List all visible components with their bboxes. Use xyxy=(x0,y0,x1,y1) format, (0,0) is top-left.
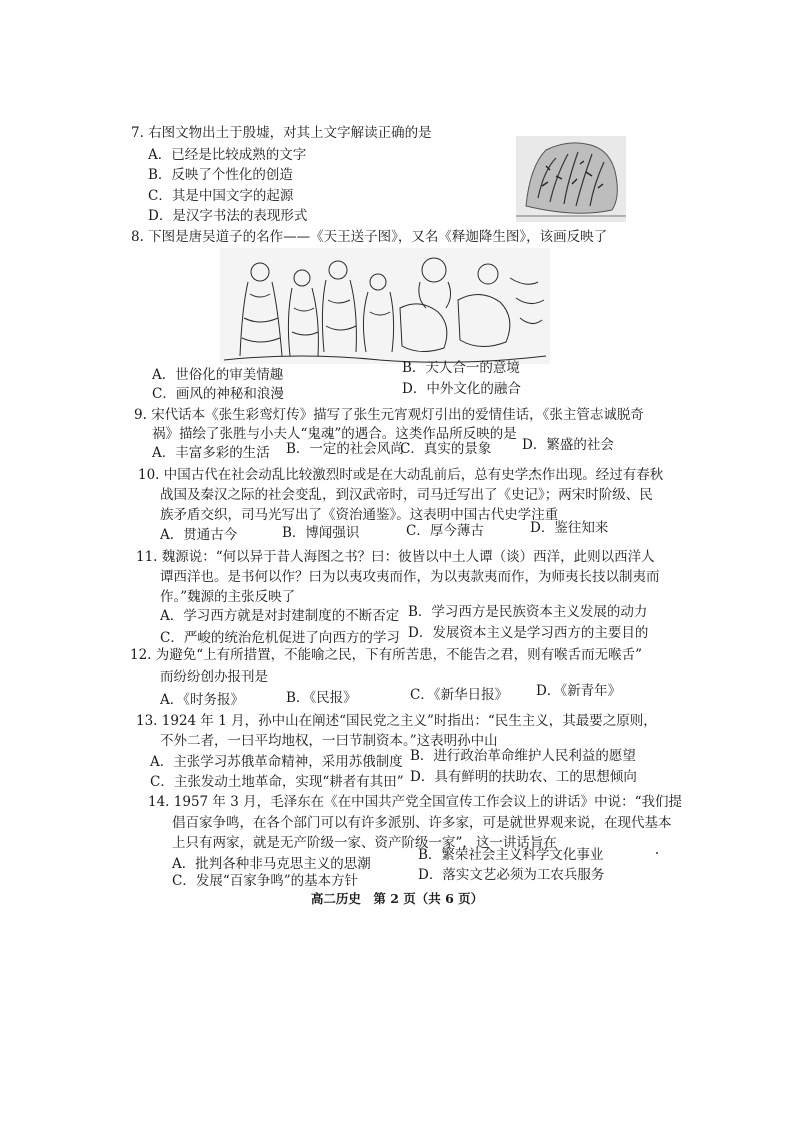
q8-option-b: B．天人合一的意境 xyxy=(402,360,520,376)
q14-option-b: B．繁荣社会主义科学文化事业 xyxy=(418,847,604,863)
question-12-stem-2: 而纷纷创办报刊是 xyxy=(160,669,268,685)
question-12-stem xyxy=(130,646,642,664)
q7-option-c: C．其是中国文字的起源 xyxy=(148,188,294,204)
question-text: 下图是唐吴道子的名作——《天王送子图》，又名《释迦降生图》，该画反映了 xyxy=(148,229,608,245)
question-text: 1957 年 3 月，毛泽东在《在中国共产党全国宣传工作会议上的讲话》中说：“我们提 xyxy=(173,794,683,810)
q11-option-d: D．发展资本主义是学习西方的主要目的 xyxy=(408,625,649,641)
q8-option-d: D．中外文化的融合 xyxy=(402,381,521,397)
question-text: 宋代话本《张生彩鸾灯传》描写了张生元宵观灯引出的爱情佳话，《张主管志诚脱奇 xyxy=(151,407,644,423)
q11-option-c: C．严峻的统治危机促进了向西方的学习 xyxy=(160,630,400,646)
q7-option-b: B．反映了个性化的创造 xyxy=(148,167,293,183)
question-text: 1924 年 1 月，孙中山在阐述“国民党之主义”时指出：“民生主义，其最要之原则， xyxy=(161,713,657,729)
q8-option-c: C．画风的神秘和浪漫 xyxy=(152,386,284,402)
q12-option-b: B．《民报》 xyxy=(286,690,357,706)
q10-option-a: A．贯通古今 xyxy=(160,527,238,543)
q9-option-c: C．真实的景象 xyxy=(400,441,492,457)
question-14-stem-3: 上只有两家，就是无产阶级一家、资产阶级一家”，这一讲话旨在 xyxy=(172,835,557,851)
oracle-bone-image xyxy=(516,136,626,222)
q9-option-a: A．丰富多彩的生活 xyxy=(152,445,270,461)
q8-option-a: A．世俗化的审美情趣 xyxy=(152,367,284,383)
question-number: 9. xyxy=(134,407,147,423)
q9-option-d: D．繁盛的社会 xyxy=(522,437,614,453)
question-9-stem-2: 祸》描绘了张胜与小夫人“鬼魂”的遇合。这类作品所反映的是 xyxy=(152,426,517,442)
q10-option-b: B．博闻强识 xyxy=(282,525,360,541)
q13-option-a: A．主张学习苏俄革命精神，采用苏俄制度 xyxy=(150,754,403,770)
question-text: 为避免“上有所措置，不能喻之民，下有所苦患，不能告之君，则有喉舌而无喉舌” xyxy=(155,647,643,663)
q14-option-c: C．发展“百家争鸣”的基本方针 xyxy=(172,873,359,889)
q13-option-d: D．具有鲜明的扶助农、工的思想倾向 xyxy=(410,769,637,785)
q10-option-d: D．鉴往知来 xyxy=(530,520,609,536)
q7-option-d: D．是汉字书法的表现形式 xyxy=(148,208,308,224)
question-number: 7. xyxy=(131,125,144,141)
question-text: 右图文物出土于殷墟，对其上文字解读正确的是 xyxy=(148,125,432,141)
question-number: 10. xyxy=(138,467,160,483)
question-11-stem-3: 作。”魏源的主张反映了 xyxy=(160,589,296,605)
q11-option-b: B．学习西方是民族资本主义发展的动力 xyxy=(408,604,648,620)
question-13-stem-2: 不外二者，一曰平均地权，一曰节制资本。”这表明孙中山 xyxy=(160,733,498,749)
q14-option-a: A．批判各种非马克思主义的思潮 xyxy=(172,856,371,872)
question-text: 魏源说：“何以异于昔人海图之书？曰：彼皆以中土人谭（谈）西洋，此则以西洋人 xyxy=(161,549,655,565)
stray-mark xyxy=(656,852,658,854)
question-14-stem-2: 倡百家争鸣，在各个部门可以有许多派别、许多家，可是就世界观来说，在现代基本 xyxy=(172,815,672,831)
painting-image xyxy=(220,248,550,364)
question-10-stem-3: 族矛盾交织，司马光写出了《资治通鉴》。这表明中国古代史学注重 xyxy=(160,507,559,523)
q12-option-d: D．《新青年》 xyxy=(536,683,622,699)
q11-option-a: A．学习西方就是对封建制度的不断否定 xyxy=(160,608,400,624)
q12-option-a: A．《时务报》 xyxy=(160,692,244,708)
q10-option-c: C．厚今薄古 xyxy=(406,523,484,539)
question-text: 中国古代在社会动乱比较激烈时或是在大动乱前后，总有史学杰作出现。经过有春秋 xyxy=(163,467,664,483)
question-10-stem xyxy=(138,466,663,484)
q7-option-a: A．已经是比较成熟的文字 xyxy=(148,147,307,163)
question-number: 8. xyxy=(131,229,144,245)
question-number: 11. xyxy=(136,549,158,565)
question-number: 12. xyxy=(130,647,152,663)
question-14-stem xyxy=(148,793,682,811)
page-footer: 高二历史 第 2 页（共 6 页） xyxy=(310,891,484,906)
question-number: 13. xyxy=(136,713,158,729)
q13-option-b: B．进行政治革命维护人民利益的愿望 xyxy=(410,748,636,764)
question-11-stem xyxy=(136,548,655,566)
question-7-stem xyxy=(131,124,432,142)
question-9-stem xyxy=(134,406,644,424)
question-number: 14. xyxy=(148,794,170,810)
question-10-stem-2: 战国及秦汉之际的社会变乱，到汉武帝时，司马迁写出了《史记》；两宋时阶级、民 xyxy=(160,487,653,503)
q12-option-c: C．《新华日报》 xyxy=(410,687,509,703)
q13-option-c: C．主张发动土地革命，实现“耕者有其田” xyxy=(150,774,404,790)
question-13-stem xyxy=(136,712,657,730)
question-8-stem xyxy=(131,228,607,246)
question-11-stem-2: 谭西洋也。是书何以作？曰为以夷攻夷而作，为以夷款夷而作，为师夷长技以制夷而 xyxy=(160,569,660,585)
q9-option-b: B．一定的社会风尚 xyxy=(286,441,404,457)
q14-option-d: D．落实文艺必须为工农兵服务 xyxy=(418,867,605,883)
